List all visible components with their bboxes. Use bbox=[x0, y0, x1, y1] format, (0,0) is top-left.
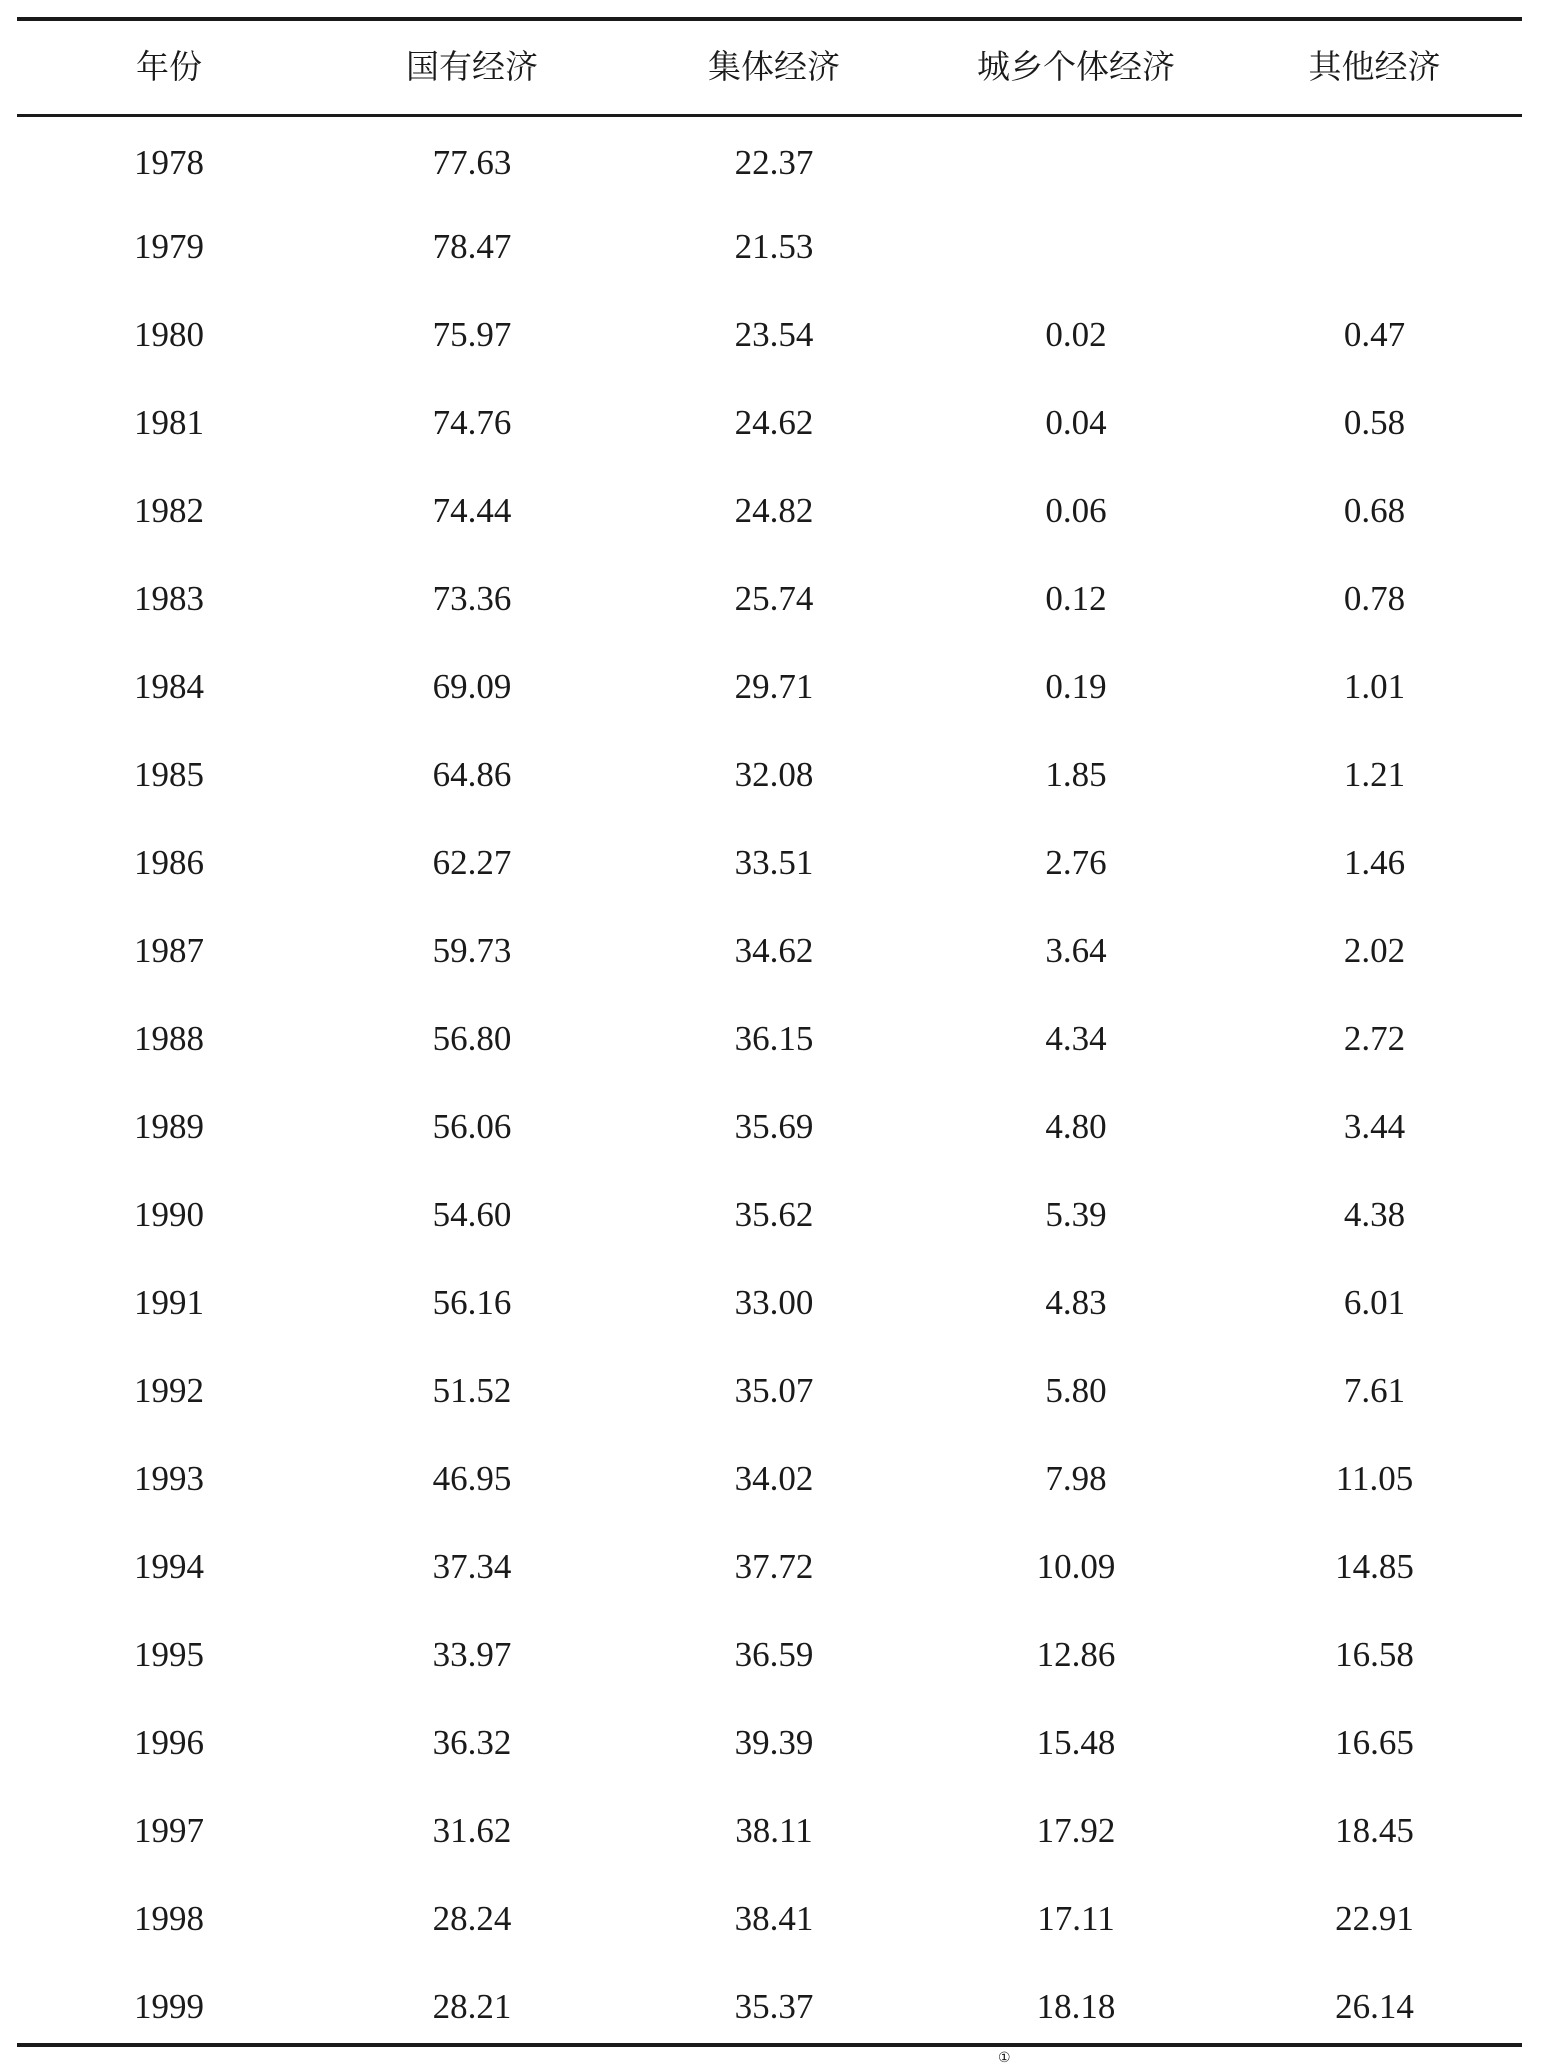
table-body bbox=[17, 115, 1522, 2051]
cell-other: 7.61 bbox=[1343, 1371, 1406, 1410]
cell-year: 1998 bbox=[134, 1899, 204, 1938]
cell-other: 1.21 bbox=[1343, 755, 1406, 794]
cell-state-owned: 31.62 bbox=[432, 1811, 512, 1850]
cell-collective: 22.37 bbox=[734, 142, 814, 182]
cell-year: 1981 bbox=[134, 403, 204, 442]
cell-state-owned: 69.09 bbox=[432, 667, 512, 706]
cell-year: 1987 bbox=[134, 931, 204, 970]
table-row bbox=[17, 1875, 1522, 1963]
footnote-marker: ① bbox=[998, 2051, 1011, 2066]
cell-year: 1986 bbox=[134, 843, 204, 882]
cell-other bbox=[1227, 203, 1522, 291]
cell-year: 1982 bbox=[134, 491, 204, 530]
data-table-container bbox=[17, 17, 1522, 2051]
cell-other: 1.01 bbox=[1343, 667, 1406, 706]
cell-state-owned: 37.34 bbox=[432, 1547, 512, 1586]
header-collective: 集体经济 bbox=[623, 19, 925, 115]
cell-other: 0.47 bbox=[1343, 315, 1406, 354]
cell-year: 1984 bbox=[134, 667, 204, 706]
bottom-rule bbox=[17, 2043, 1522, 2047]
cell-state-owned: 56.16 bbox=[432, 1283, 512, 1322]
cell-collective: 36.59 bbox=[734, 1635, 814, 1674]
cell-state-owned: 56.06 bbox=[432, 1107, 512, 1146]
cell-year: 1985 bbox=[134, 755, 204, 794]
cell-year: 1996 bbox=[134, 1723, 204, 1762]
cell-other: 1.46 bbox=[1343, 843, 1406, 882]
table-row bbox=[17, 907, 1522, 995]
cell-individual: 4.34 bbox=[1045, 1019, 1107, 1058]
cell-state-owned: 46.95 bbox=[432, 1459, 512, 1498]
cell-other: 16.65 bbox=[1335, 1723, 1414, 1762]
cell-other: 11.05 bbox=[1335, 1459, 1414, 1498]
cell-state-owned: 51.52 bbox=[432, 1371, 512, 1410]
header-year: 年份 bbox=[17, 19, 321, 115]
cell-individual: 15.48 bbox=[1036, 1723, 1116, 1762]
cell-year: 1979 bbox=[134, 227, 204, 266]
cell-year: 1994 bbox=[134, 1547, 204, 1586]
cell-year: 1980 bbox=[134, 315, 204, 354]
header-row bbox=[17, 19, 1522, 115]
cell-state-owned: 74.44 bbox=[432, 491, 512, 530]
cell-individual: 4.83 bbox=[1045, 1283, 1107, 1322]
cell-collective: 34.02 bbox=[734, 1459, 814, 1498]
cell-collective: 33.51 bbox=[734, 843, 814, 882]
cell-state-owned: 59.73 bbox=[432, 931, 512, 970]
table-row bbox=[17, 555, 1522, 643]
cell-state-owned: 54.60 bbox=[432, 1195, 512, 1234]
cell-collective: 39.39 bbox=[734, 1723, 814, 1762]
cell-other: 6.01 bbox=[1343, 1283, 1406, 1322]
cell-state-owned: 73.36 bbox=[432, 579, 512, 618]
table-row bbox=[17, 379, 1522, 467]
table-row bbox=[17, 1611, 1522, 1699]
cell-other: 22.91 bbox=[1335, 1899, 1414, 1938]
cell-collective: 35.62 bbox=[734, 1195, 814, 1234]
cell-individual: 0.04 bbox=[1045, 403, 1107, 442]
cell-state-owned: 28.24 bbox=[432, 1899, 512, 1938]
cell-individual: 10.09 bbox=[1036, 1547, 1116, 1586]
cell-other: 0.58 bbox=[1343, 403, 1406, 442]
cell-collective: 25.74 bbox=[734, 579, 814, 618]
header-other: 其他经济 bbox=[1227, 19, 1522, 115]
cell-year: 1995 bbox=[134, 1635, 204, 1674]
cell-collective: 24.62 bbox=[734, 403, 814, 442]
cell-state-owned: 33.97 bbox=[432, 1635, 512, 1674]
cell-state-owned: 36.32 bbox=[432, 1723, 512, 1762]
cell-individual: 0.06 bbox=[1045, 491, 1107, 530]
table-row bbox=[17, 1347, 1522, 1435]
cell-individual: 5.39 bbox=[1045, 1195, 1107, 1234]
cell-state-owned: 77.63 bbox=[432, 142, 512, 182]
table-row bbox=[17, 1787, 1522, 1875]
table-row bbox=[17, 1435, 1522, 1523]
table-row bbox=[17, 643, 1522, 731]
cell-other: 26.14 bbox=[1335, 1987, 1414, 2026]
cell-collective: 37.72 bbox=[734, 1547, 814, 1586]
cell-collective: 29.71 bbox=[734, 667, 814, 706]
cell-individual: 12.86 bbox=[1036, 1635, 1116, 1674]
cell-year: 1993 bbox=[134, 1459, 204, 1498]
cell-collective: 34.62 bbox=[734, 931, 814, 970]
table-row bbox=[17, 467, 1522, 555]
cell-year: 1999 bbox=[134, 1987, 204, 2026]
cell-other: 0.68 bbox=[1343, 491, 1406, 530]
cell-other: 3.44 bbox=[1343, 1107, 1406, 1146]
cell-collective: 35.07 bbox=[734, 1371, 814, 1410]
cell-collective: 24.82 bbox=[734, 491, 814, 530]
cell-collective: 36.15 bbox=[734, 1019, 814, 1058]
table-row bbox=[17, 1699, 1522, 1787]
table-row bbox=[17, 995, 1522, 1083]
cell-other bbox=[1227, 115, 1522, 203]
table-row bbox=[17, 1963, 1522, 2051]
ownership-share-table bbox=[17, 17, 1522, 2051]
cell-collective: 32.08 bbox=[734, 755, 814, 794]
cell-collective: 23.54 bbox=[734, 315, 814, 354]
cell-state-owned: 56.80 bbox=[432, 1019, 512, 1058]
cell-year: 1997 bbox=[134, 1811, 204, 1850]
table-row bbox=[17, 1259, 1522, 1347]
cell-individual bbox=[925, 203, 1227, 291]
table-row bbox=[17, 1083, 1522, 1171]
cell-other: 4.38 bbox=[1343, 1195, 1406, 1234]
cell-year: 1992 bbox=[134, 1371, 204, 1410]
cell-year: 1978 bbox=[134, 142, 204, 182]
cell-individual: 0.02 bbox=[1045, 315, 1107, 354]
cell-individual bbox=[925, 115, 1227, 203]
cell-state-owned: 75.97 bbox=[432, 315, 512, 354]
table-header bbox=[17, 19, 1522, 115]
cell-other: 18.45 bbox=[1335, 1811, 1414, 1850]
cell-collective: 33.00 bbox=[734, 1283, 814, 1322]
cell-other: 14.85 bbox=[1335, 1547, 1414, 1586]
cell-individual: 18.18 bbox=[1036, 1987, 1116, 2026]
cell-year: 1991 bbox=[134, 1283, 204, 1322]
cell-individual: 5.80 bbox=[1045, 1371, 1107, 1410]
cell-other: 2.72 bbox=[1343, 1019, 1406, 1058]
cell-other: 16.58 bbox=[1335, 1635, 1414, 1674]
cell-individual: 0.12 bbox=[1045, 579, 1107, 618]
table-row bbox=[17, 1171, 1522, 1259]
cell-state-owned: 64.86 bbox=[432, 755, 512, 794]
table-row bbox=[17, 1523, 1522, 1611]
cell-individual: 2.76 bbox=[1045, 843, 1107, 882]
cell-other: 2.02 bbox=[1343, 931, 1406, 970]
cell-year: 1990 bbox=[134, 1195, 204, 1234]
header-individual: 城乡个体经济 bbox=[925, 19, 1227, 115]
header-state-owned: 国有经济 bbox=[321, 19, 623, 115]
cell-collective: 35.69 bbox=[734, 1107, 814, 1146]
table-row bbox=[17, 819, 1522, 907]
cell-individual: 7.98 bbox=[1045, 1459, 1107, 1498]
cell-year: 1983 bbox=[134, 579, 204, 618]
cell-year: 1989 bbox=[134, 1107, 204, 1146]
cell-state-owned: 28.21 bbox=[432, 1987, 512, 2026]
cell-individual: 1.85 bbox=[1045, 755, 1107, 794]
table-row bbox=[17, 731, 1522, 819]
cell-individual: 0.19 bbox=[1045, 667, 1107, 706]
cell-collective: 38.11 bbox=[735, 1811, 813, 1850]
cell-individual: 3.64 bbox=[1045, 931, 1107, 970]
table-row bbox=[17, 291, 1522, 379]
cell-other: 0.78 bbox=[1343, 579, 1406, 618]
cell-collective: 38.41 bbox=[734, 1899, 814, 1938]
table-row bbox=[17, 115, 1522, 203]
cell-state-owned: 74.76 bbox=[432, 403, 512, 442]
cell-individual: 4.80 bbox=[1045, 1107, 1107, 1146]
cell-year: 1988 bbox=[134, 1019, 204, 1058]
cell-collective: 21.53 bbox=[734, 227, 814, 266]
cell-individual: 17.11 bbox=[1037, 1899, 1115, 1938]
cell-state-owned: 62.27 bbox=[432, 843, 512, 882]
cell-collective: 35.37 bbox=[734, 1987, 814, 2026]
table-row bbox=[17, 203, 1522, 291]
cell-state-owned: 78.47 bbox=[432, 227, 512, 266]
cell-individual: 17.92 bbox=[1036, 1811, 1116, 1850]
